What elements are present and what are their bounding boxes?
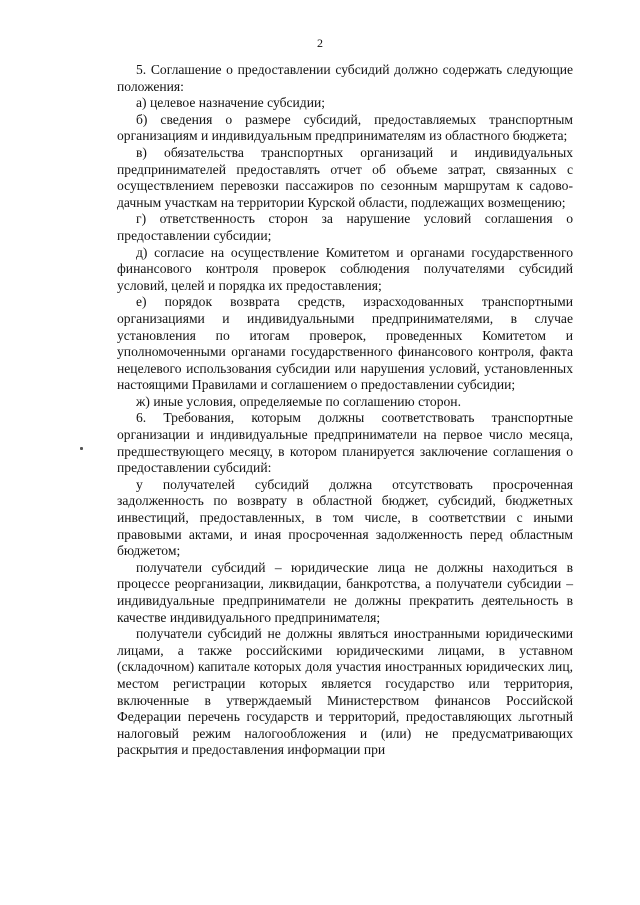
paragraph-6: 6. Требования, которым должны соответствовать транспортные организации и индивидуальные предприниматели на первое число месяца, предшествующего месяцу, в котором планируется заключение соглашения о предоставлении субсидий: bbox=[117, 410, 573, 476]
item-v: в) обязательства транспортных организаций и индивидуальных предпринимателей предоставлять отчет об объеме затрат, связанных с осуществлением перевозки пассажиров по сезонным маршрутам к садово-дачным участкам на территории Курской области, подлежащих возмещению; bbox=[117, 144, 573, 210]
requirement-foreign: получатели субсидий не должны являться иностранными юридическими лицами, а также российскими юридическими лицами, в уставном (складочном) капитале которых доля участия иностранных юридических лиц, местом регистрации которых является государство или территория, включенные в утверждаемый Министерством финансов Российской Федерации перечень государств и территорий, предоставляющих льготный налоговый режим налогообложения и (или) не предусматривающих раскрытия и предоставления информации при bbox=[117, 626, 573, 758]
paragraph-5: 5. Соглашение о предоставлении субсидий должно содержать следующие положения: bbox=[117, 62, 573, 94]
item-e: е) порядок возврата средств, израсходованных транспортными организациями и индивидуальными предпринимателями, в случае установления по итогам проверок, проведенных Комитетом и уполномоченными органами государственного финансового контроля, факта нецелевого использования субсидии или нарушения условий, установленных настоящими Правилами и соглашением о предоставлении субсидии; bbox=[117, 294, 573, 393]
item-d: д) согласие на осуществление Комитетом и органами государственного финансового контроля проверок соблюдения получателями субсидий условий, целей и порядка их предоставления; bbox=[117, 244, 573, 293]
document-body bbox=[117, 62, 573, 759]
item-b: б) сведения о размере субсидий, предоставляемых транспортным организациям и индивидуальным предпринимателям из областного бюджета; bbox=[117, 111, 573, 144]
margin-mark bbox=[80, 447, 83, 450]
item-g: г) ответственность сторон за нарушение условий соглашения о предоставлении субсидии; bbox=[117, 211, 573, 243]
requirement-reorganization: получатели субсидий – юридические лица не должны находиться в процессе реорганизации, ликвидации, банкротства, а получатели субсидии – индивидуальные предприниматели не должны прекратить деятельность в качестве индивидуального предпринимателя; bbox=[117, 559, 573, 625]
item-a: а) целевое назначение субсидии; bbox=[136, 95, 326, 111]
requirement-debt: у получателей субсидий должна отсутствовать просроченная задолженность по возврату в областной бюджет, субсидий, бюджетных инвестиций, предоставленных, в том числе, в соответствии с иными правовыми актами, и иная просроченная задолженность перед областным бюджетом; bbox=[117, 476, 573, 559]
item-zh: ж) иные условия, определяемые по соглашению сторон. bbox=[136, 393, 461, 409]
page-number: 2 bbox=[317, 36, 323, 50]
